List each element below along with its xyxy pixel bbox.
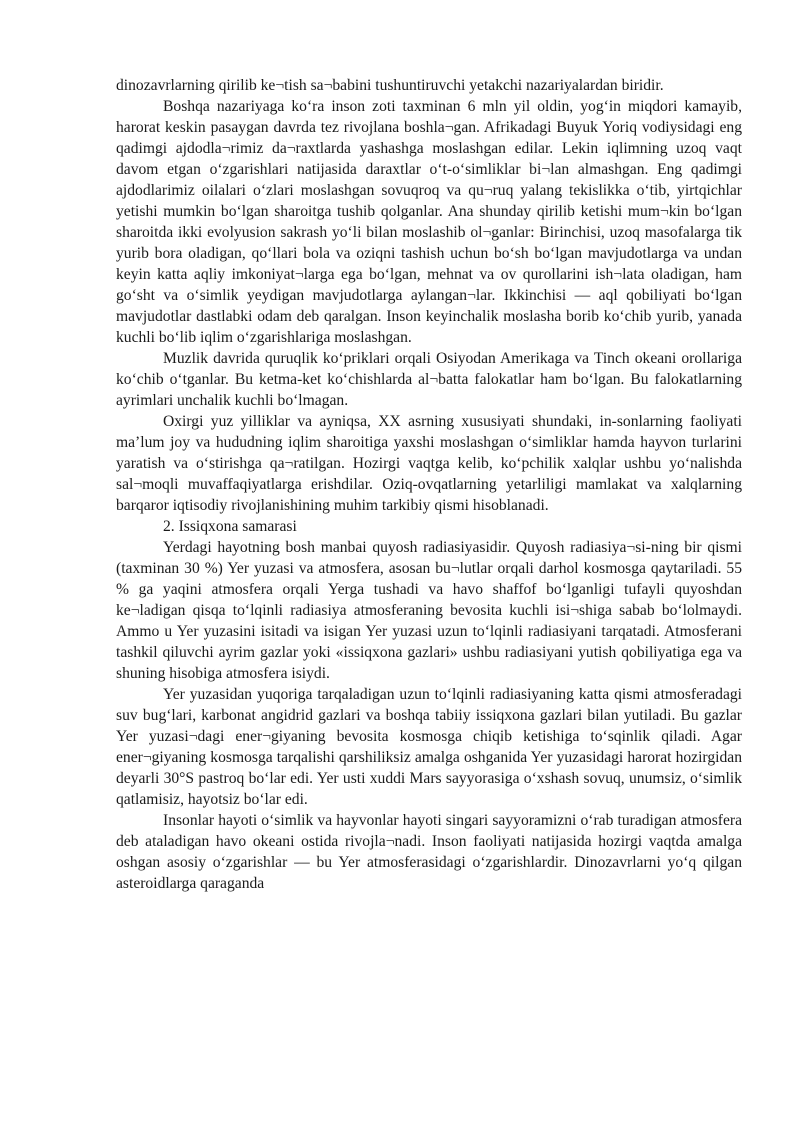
paragraph-ice-age-migration: Muzlik davrida quruqlik ko‘priklari orqali Osiyodan Amerikaga va Tinch okeani orollariga ko‘chib o‘tganlar. Bu ketma-ket ko‘chishlarda al¬batta falokatlar ham bo‘lgan. Bu falokatlarning ayrimlari unchalik kuchli bo‘lmagan. (116, 350, 742, 409)
section-heading-greenhouse-effect: 2. Issiqxona samarasi (163, 518, 297, 535)
paragraph-twentieth-century: Oxirgi yuz yilliklar va ayniqsa, XX asrning xususiyati shundaki, in-sonlarning faoliyati ma’lum joy va hududning iqlim sharoitiga yaxshi moslashgan o‘simliklar hamda hayvon turlarini yaratish va o‘stirishga qa¬ratilgan. Hozirgi vaqtga kelib, ko‘pchilik xalqlar ushbu yo‘nalishda sal¬moqli muvaffaqiyatlarga erishdilar. Oziq-ovqatlarning yetarliligi mamlakat va xalqlarning barqaror iqtisodiy rivojlanishining muhim tarkibiy qismi hisoblanadi. (116, 413, 742, 514)
paragraph-evolution-theory: Boshqa nazariyaga ko‘ra inson zoti taxminan 6 mln yil oldin, yog‘in miqdori kamayib, harorat keskin pasaygan davrda tez rivojlana boshla¬gan. Afrikadagi Buyuk Yoriq vodiysidagi eng qadimgi ajdodla¬rimiz da¬raxtlarda yashashga moslashgan edilar. Lekin iqlimning uzoq vaqt davom etgan o‘zgarishlari natijasida daraxtlar o‘t-o‘simliklar bi¬lan almashgan. Eng qadimgi ajdodlarimiz oilalari o‘zlari moslashgan sovuqroq va qu¬ruq yalang tekislikka o‘tib, yirtqichlar yetishi mumkin bo‘lgan sharoitga tushib qolganlar. Ana shunday qirilib ketishi mum¬kin bo‘lgan sharoitda ikki evolyusion sakrash yo‘li bilan moslashib ol¬ganlar: Birinchisi, uzoq masofalarga tik yurib bora oladigan, qo‘llari bola va oziqni tashish uchun bo‘sh bo‘lgan mavjudotlarga va undan keyin katta aqliy imkoniyat¬larga ega bo‘lgan, mehnat va ov qurollarini ish¬lata oladigan, ham go‘sht va o‘simlik yeydigan mavjudotlarga aylangan¬lar. Ikkinchisi — aql qobiliyati bo‘lgan mavjudotlar dastlabki odam deb qaralgan. Inson keyinchalik moslasha borib ko‘chib yurib, yanada kuchli bo‘lib iqlim o‘zgarishlariga moslashgan. (116, 98, 742, 346)
document-page (116, 75, 742, 894)
paragraph-solar-radiation: Yerdagi hayotning bosh manbai quyosh radiasiyasidir. Quyosh radiasiya¬si-ning bir qismi (taxminan 30 %) Yer yuzasi va atmosfera, asosan bu¬lutlar orqali darhol kosmosga qaytariladi. 55 % ga yaqini atmosfera orqali Yerga tushadi va havo shaffof bo‘lganligi tufayli quyoshdan ke¬ladigan qisqa to‘lqinli radiasiya atmosferaning bevosita kuchli isi¬shiga sabab bo‘lolmaydi. Ammo u Yer yuzasini isitadi va isigan Yer yuzasi uzun to‘lqinli radiasiyani tarqatadi. Atmosferani tashkil qiluvchi ayrim gazlar yoki «issiqxona gazlari» ushbu radiasiyani yutish qobiliyatiga ega va shuning hisobiga atmosfera isiydi. (116, 539, 742, 682)
paragraph-longwave-radiation: Yer yuzasidan yuqoriga tarqaladigan uzun to‘lqinli radiasiyaning katta qismi atmosferadagi suv bug‘lari, karbonat angidrid gazlari va boshqa tabiiy issiqxona gazlari bilan yutiladi. Bu gazlar Yer yuzasi¬dagi ener¬giyaning bevosita kosmosga chiqib ketishiga to‘sqinlik qiladi. Agar ener¬giyaning kosmosga tarqalishi qarshiliksiz amalga oshganida Yer yuzasidagi harorat hozirgidan deyarli 30°S pastroq bo‘lar edi. Yer usti xuddi Mars sayyorasiga o‘xshash sovuq, unumsiz, o‘simlik qatlamisiz, hayotsiz bo‘lar edi. (116, 686, 742, 808)
paragraph-continuation: dinozavrlarning qirilib ke¬tish sa¬babini tushuntiruvchi yetakchi nazariyalardan biridir. (116, 77, 664, 94)
paragraph-atmosphere-changes: Insonlar hayoti o‘simlik va hayvonlar hayoti singari sayyoramizni o‘rab turadigan atmosfera deb ataladigan havo okeani ostida rivojla¬nadi. Inson faoliyati natijasida hozirgi vaqtda amalga oshgan asosiy o‘zgarishlar — bu Yer atmosferasidagi o‘zgarishlardir. Dinozavrlarni yo‘q qilgan asteroidlarga qaraganda (116, 812, 742, 892)
